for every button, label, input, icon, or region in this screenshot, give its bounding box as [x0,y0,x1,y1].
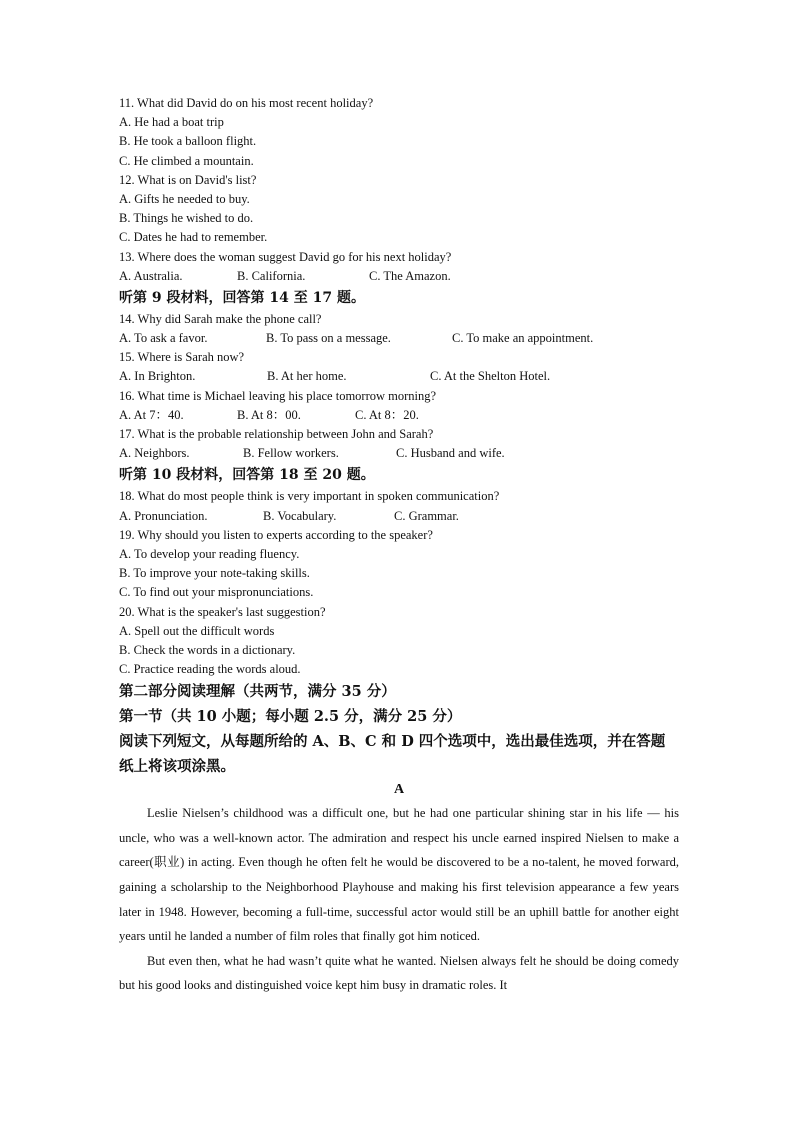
option-14-a: A. To ask a favor. [119,331,208,346]
option-17-b: B. Fellow workers. [243,446,339,461]
question-17: 17. What is the probable relationship between John and Sarah? [119,427,434,441]
options-14 [119,329,679,348]
question-11: 11. What did David do on his most recent holiday? [119,96,374,110]
options-13 [119,267,679,286]
passage-paragraph-2: But even then, what he had wasn’t quite what he wanted. Nielsen always felt he should be doing comedy but his good looks and distinguished voice kept him busy in dramatic roles. It [119,953,679,993]
reading-part-title: 第二部分阅读理解（共两节，满分 35 分） [119,683,396,701]
option-18-c: C. Grammar. [394,508,459,523]
reading-instructions: 阅读下列短文，从每题所给的 A、B、C 和 D 四个选项中，选出最佳选项，并在答题纸上将该项涂黑。 [119,733,666,776]
option-13-c: C. The Amazon. [369,268,451,283]
option-15-a: A. In Brighton. [119,369,196,384]
question-16: 16. What time is Michael leaving his place tomorrow morning? [119,388,437,403]
option-16-a: A. At 7：40. [119,407,184,422]
question-12: 12. What is on David's list? [119,172,257,187]
option-12-b: B. Things he wished to do. [119,211,254,226]
question-18: 18. What do most people think is very important in spoken communication? [119,489,500,504]
option-11-b: B. He took a balloon flight. [119,134,257,149]
option-13-a: A. Australia. [119,268,183,283]
option-15-b: B. At her home. [267,369,347,384]
option-19-c: C. To find out your mispronunciations. [119,585,314,600]
option-20-a: A. Spell out the difficult words [119,623,275,638]
question-14: 14. Why did Sarah make the phone call? [119,311,322,326]
option-13-b: B. California. [237,268,306,283]
question-20: 20. What is the speaker's last suggestion? [119,604,326,619]
listening-questions [119,94,679,998]
options-15 [119,367,679,386]
option-14-b: B. To pass on a message. [266,331,391,346]
option-18-a: A. Pronunciation. [119,508,208,523]
option-20-c: C. Practice reading the words aloud. [119,662,301,677]
option-19-a: A. To develop your reading fluency. [119,546,300,561]
passage-paragraph-1: Leslie Nielsen’s childhood was a difficult one, but he had one particular shining star in his life — his uncle, who was a well-known actor. The admiration and respect his uncle earned inspired Nielsen to make a career(职业) in acting. Even though he often felt he would be discovered to be a no-talent, he moved forward, gaining a scholarship to the Neighborhood Playhouse and making his first television appearance a few years later in 1948. However, becoming a full-time, successful actor would still be an uphill battle for another eight years until he landed a number of film roles that finally got him noticed. [119,806,679,944]
option-15-c: C. At the Shelton Hotel. [430,369,551,384]
option-20-b: B. Check the words in a dictionary. [119,642,296,657]
option-18-b: B. Vocabulary. [263,508,337,523]
passage-label: A [393,782,405,798]
options-18 [119,507,679,526]
option-17-a: A. Neighbors. [119,446,190,461]
question-15: 15. Where is Sarah now? [119,350,245,365]
options-17 [119,444,679,463]
question-19: 19. Why should you listen to experts according to the speaker? [119,527,433,542]
option-19-b: B. To improve your note-taking skills. [119,566,310,581]
section-9-heading: 听第 9 段材料，回答第 14 至 17 题。 [119,289,365,306]
section-10-heading: 听第 10 段材料，回答第 18 至 20 题。 [119,467,375,484]
option-11-c: C. He climbed a mountain. [119,153,254,168]
option-17-c: C. Husband and wife. [396,446,505,461]
option-14-c: C. To make an appointment. [452,331,594,346]
question-13: 13. Where does the woman suggest David go for his next holiday? [119,249,452,264]
option-11-a: A. He had a boat trip [119,115,224,130]
options-16 [119,406,679,425]
reading-section-title: 第一节（共 10 小题；每小题 2.5 分，满分 25 分） [119,708,462,726]
option-16-b: B. At 8：00. [237,407,301,422]
option-12-c: C. Dates he had to remember. [119,230,268,245]
option-16-c: C. At 8：20. [355,407,419,422]
option-12-a: A. Gifts he needed to buy. [119,191,250,206]
